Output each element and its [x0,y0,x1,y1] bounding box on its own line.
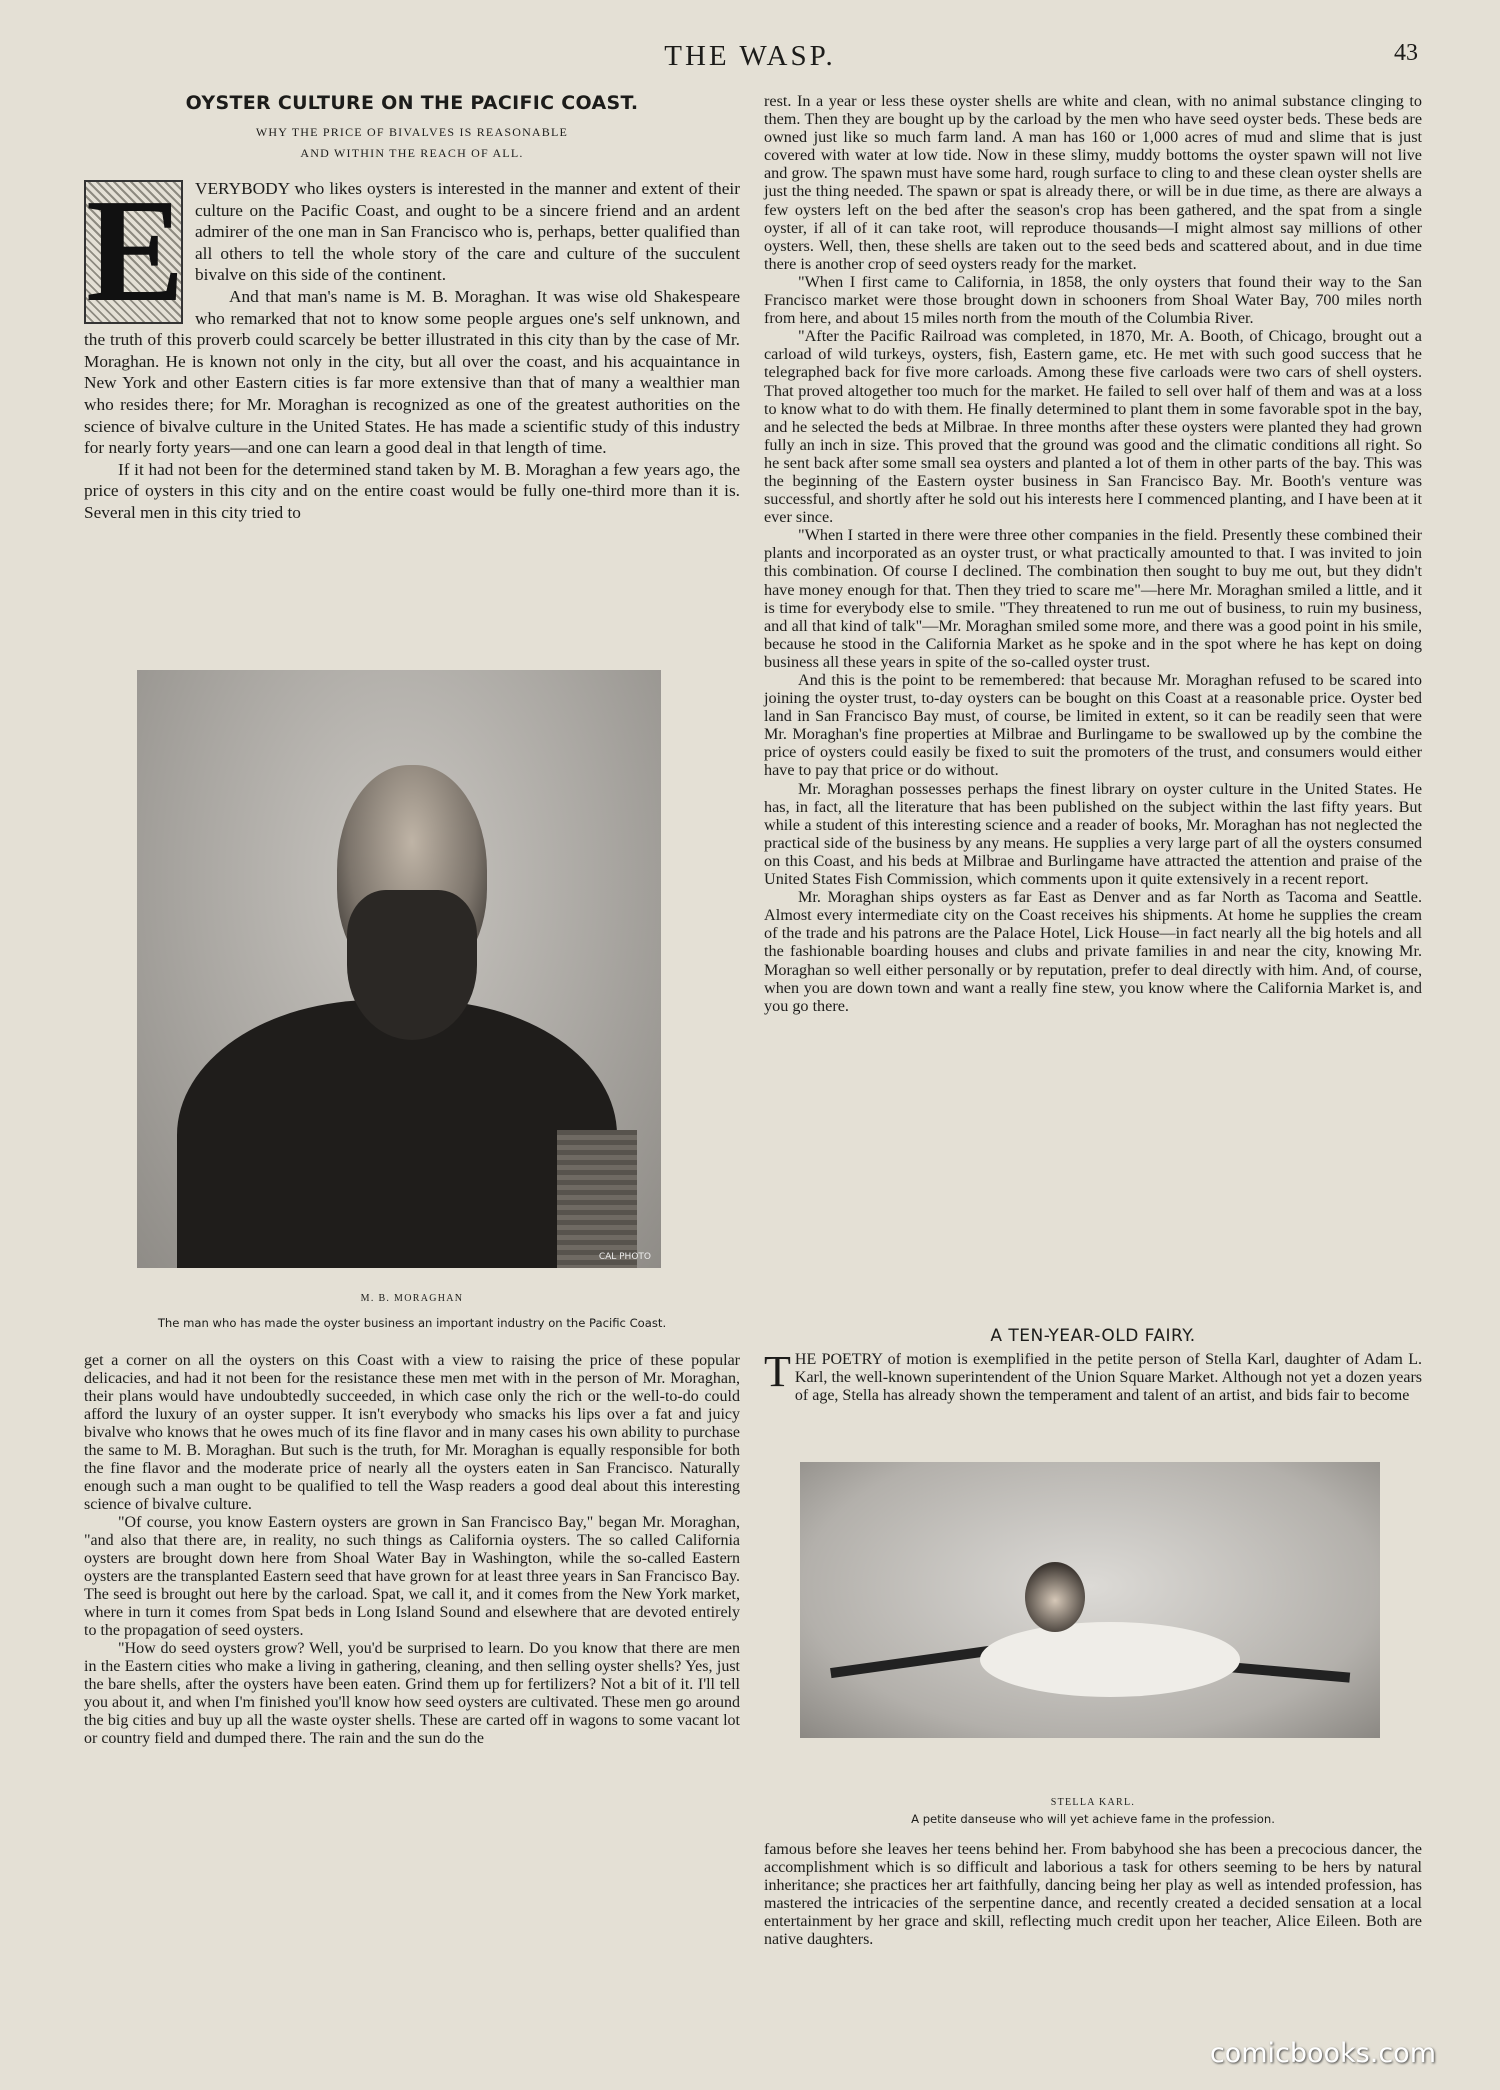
right-column [764,92,1422,1015]
paragraph: "When I first came to California, in 1858, the only oysters that found their way to the San Francisco market were those brought down in schooners from Shoal Water Bay, 700 miles north from here, and about 15 miles north from the mouth of the Columbia River. [764,272,1422,328]
portrait-photo [137,670,661,1268]
paragraph: rest. In a year or less these oyster shells are white and clean, with no animal substance clinging to them. Then they are bought up by the carload by the men who have seed oyster beds. These beds are owned just like so much farm land. A man has 160 or 1,000 acres of mud and slime that is just covered with water at low tide. Now in these slimy, muddy bottoms the oyster spawn will not live and grow. The spawn must have some hard, rough surface to cling to and these clean oyster shells are just the thing needed. The spawn or spat is already there, or will be in due time, as there are always a few oysters left on the bed after the season's crop has been gathered, and the spat from a single oyster, if all of it can take root, will reproduce thousands—I might almost say millions of other oysters. Well, then, these shells are taken out to the seed beds and scattered about, and in due time there is another crop of seed oysters ready for the market. [764,92,1422,273]
portrait-beard-shape [347,890,477,1040]
dancer-leg-shape [830,1646,990,1678]
article-subtitle-line-1: WHY THE PRICE OF BIVALVES IS REASONABLE [255,125,569,139]
paragraph: And this is the point to be remembered: that because Mr. Moraghan refused to be scared into joining the oyster trust, to-day oysters can be bought on this Coast at a reasonable price. Oyster bed land in San Francisco Bay must, of course, be limited in extent, so it can be readily seen that were Mr. Moraghan's fine properties at Milbrae and Burlingame to be swallowed up by the combine the price of oysters could easily be fixed to suit the promoters of the trust, and consumers would either have to pay that price or do without. [764,671,1422,780]
paragraph: If it had not been for the determined stand taken by M. B. Moraghan a few years ago, the price of oysters in this city and on the entire coast would be fully one-third more than it is. Several men in this city tried to [84,459,740,522]
dancer-photo [800,1462,1380,1738]
fairy-continuation [764,1841,1422,1949]
left-column-continued [84,1352,740,1748]
photo-caption-name: M. B. MORAGHAN [360,1293,464,1304]
photo-credit: CAL PHOTO [598,1252,651,1262]
left-column [84,92,740,524]
portrait-body-shape [177,1000,617,1268]
dancer-dress-shape [980,1622,1240,1697]
article-subtitle-line-2: AND WITHIN THE REACH OF ALL. [300,146,524,160]
fairy-initial: T [764,1347,791,1396]
page-number: 43 [1394,40,1418,66]
dancer-caption-name: STELLA KARL. [1050,1797,1136,1808]
paragraph: VERYBODY who likes oysters is interested in the manner and extent of their culture on the Pacific Coast, and ought to be a sincere friend and an ardent admirer of the one man in San Francisco who is, perhaps, better qualified than all others to tell the whole story of the care and culture of the succulent bivalve on this side of the continent. [195,179,740,285]
article-title: OYSTER CULTURE ON THE PACIFIC COAST. [185,92,639,114]
paragraph: "When I started in there were three other companies in the field. Presently these combined their plants and incorporated as an oyster trust, or what practically amounted to that. I was invited to join this combination. Of course I declined. The combination then sought to buy me out, but they didn't have money enough for that. Then they tried to scare me"—here Mr. Moraghan smiled a little, and it is time for everybody else to smile. "They threatened to run me out of business, to ruin my business, and all that kind of talk"—Mr. Moraghan smiled some more, and there was a good point in his smile, because he stood in the California Market as he spoke and in the spot where he has kept on doing business all these years in spite of the so-called oyster trust. [764,526,1422,671]
paragraph: And that man's name is M. B. Moraghan. It was wise old Shakespeare who remarked that not to know some people argues one's self unknown, and the truth of this proverb could scarcely be better illustrated in this city than by the case of Mr. Moraghan. He is known not only in the city, but all over the coast, and his acquaintance in New York and other Eastern cities is far more extensive than that of many a wealthier man who resides there; for Mr. Moraghan is recognized as one of the greatest authorities on the science of bivalve culture in the United States. He has made a scientific study of this industry for nearly forty years—and one can learn a good deal in that length of time. [84,286,740,458]
paragraph: "Of course, you know Eastern oysters are grown in San Francisco Bay," began Mr. Moraghan, "and also that there are, in reality, no such things as California oysters. The so called California oysters are brought down here from Shoal Water Bay in Washington, while the so-called Eastern oysters are the transplanted Eastern seed that have grown for at least three years in San Francisco Bay. The seed is brought out here by the carload. Spat, we call it, and it comes from the New York market, where in turn it comes from Spat beds in Long Island Sound and elsewhere that are devoted entirely to the propagation of seed oysters. [84,1514,740,1639]
running-header: THE WASP. [664,40,836,72]
dancer-leg-shape [1220,1661,1350,1682]
watermark: comicbooks.com [1209,2038,1436,2069]
article-subtitle [84,122,740,164]
ornamental-dropcap [84,169,185,333]
dancer-caption-description: A petite danseuse who will yet achieve fame in the profession. [911,1812,1275,1826]
paragraph: famous before she leaves her teens behind her. From babyhood she has been a precocious dancer, the accomplishment which is so difficult and laborious a task for others seeming to be hers by natural inheritance; she practices her art faithfully, dancing being her play as well as intended profession, has mastered the intricacies of the serpentine dance, and recently created a decided sensation at a local entertainment by her grace and skill, reflecting much credit upon her teacher, Alice Eileen. Both are native daughters. [764,1841,1422,1948]
paragraph: Mr. Moraghan ships oysters as far East as Denver and as far North as Tacoma and Seattle. Almost every intermediate city on the Coast receives his shipments. At home he supplies the cream of the trade and his patrons are the Palace Hotel, Lick House—in fact nearly all the big hotels and all the fashionable boarding houses and clubs and private families in and near the city, knowing Mr. Moraghan so well either personally or by reputation, prefer to deal directly with him. And, of course, when you are down town and want a really fine stew, you know where the California Market is, and you go there. [764,888,1422,1015]
portrait-chair-shape [557,1130,637,1268]
fairy-article-title: A TEN-YEAR-OLD FAIRY. [990,1326,1196,1346]
paragraph: HE POETRY of motion is exemplified in the petite person of Stella Karl, daughter of Adam L. Karl, the well-known superintendent of the Union Square Market. Although not yet a dozen years of age, Stella has already shown the temperament and talent of an artist, and bids fair to become [794,1351,1422,1404]
dropcap-letter: E [86,169,185,333]
paragraph: "How do seed oysters grow? Well, you'd be surprised to learn. Do you know that there are men in the Eastern cities who make a living in gathering, cleaning, and then selling oyster shells? Yes, just the bare shells, after the oysters have been eaten. Grind them up for fertilizers? Not a bit of it. I'll tell you about it, and when I'm finished you'll know how seed oysters are cultivated. These men go around the big cities and buy up all the waste oyster shells. These are carted off in wagons to some vacant lot or country field and dumped there. The rain and the sun do the [84,1640,740,1747]
photo-caption-description: The man who has made the oyster business an important industry on the Pacific Coast. [157,1316,667,1330]
fairy-intro [764,1347,1422,1405]
paragraph: Mr. Moraghan possesses perhaps the finest library on oyster culture in the United States. He has, in fact, all the literature that has been published on the subject within the last fifty years. But while a student of this interesting science and a reader of books, Mr. Moraghan has not neglected the practical side of the business by any means. He supplies a very large part of all the oysters consumed on this Coast, and his beds at Milbrae and Burlingame have attracted the attention and praise of the United States Fish Commission, which comments upon it quite extensively in a recent report. [764,779,1422,889]
paragraph: "After the Pacific Railroad was completed, in 1870, Mr. A. Booth, of Chicago, brought out a carload of wild turkeys, oysters, fish, Eastern game, etc. He met with such good success that he telegraphed back for five more carloads. Among these five carloads were two cars of shell oysters. That proved altogether too much for the market. He failed to sell over half of them and was at a loss to know what to do with them. He finally determined to plant them in some favorable spot in the bay, and he selected the beds at Milbrae. In three months after these oysters were planted they had grown fully an inch in size. This proved that the ground was good and the climatic conditions all right. So he sent back after some small sea oysters and planted a lot of them in other parts of the bay. This was the beginning of the Eastern oyster business in San Francisco Bay. Mr. Booth's venture was successful, and shortly after he sold out his interests here I commenced planting, and I have been at it ever since. [764,327,1422,527]
paragraph: get a corner on all the oysters on this Coast with a view to raising the price of these popular delicacies, and had it not been for the resistance these men met with in the person of Mr. Moraghan, their plans would have undoubtedly succeeded, in which case only the rich or the well-to-do could afford the luxury of an oyster supper. It isn't everybody who smacks his lips over a fat and juicy bivalve who knows that he owes much of its fine flavor and in many cases his own ability to purchase the same to M. B. Moraghan. But such is the truth, for Mr. Moraghan is equally responsible for both the fine flavor and the moderate price of nearly all the oysters eaten in San Francisco. Naturally enough such a man ought to be qualified to tell the Wasp readers a good deal about this interesting science of bivalve culture. [84,1352,740,1513]
dancer-head-shape [1025,1562,1085,1632]
